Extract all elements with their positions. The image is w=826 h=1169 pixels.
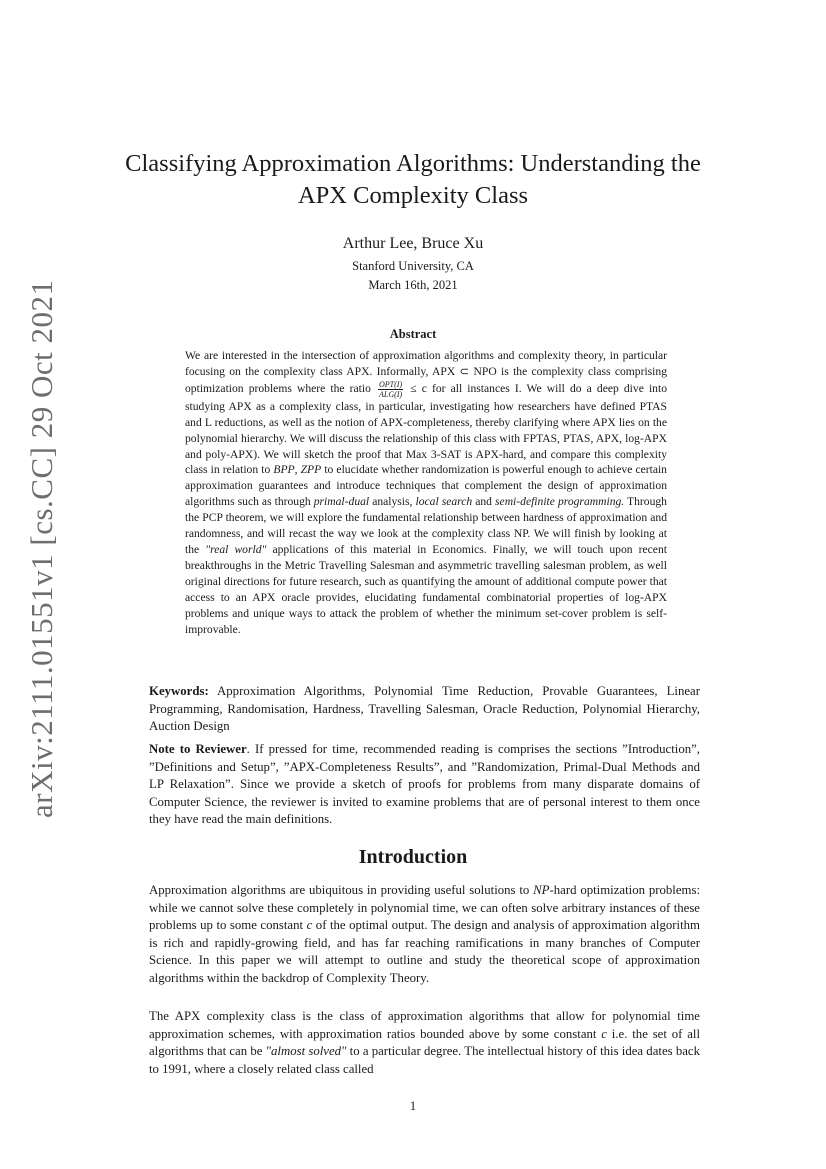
note-text: . If pressed for time, recommended reading is comprises the sections ”Introduction”, ”Definitions and Setup”, ”APX-Completeness Results”, and ”Randomization, Primal-Dual Methods and LP Relaxation”. Since we provide a sketch of proofs for problems from many disparate domains of Computer Science, the reviewer is invited to examine problems that are of personal interest to them once they have read the main definitions. xyxy=(149,742,700,826)
abstract-text: analysis, xyxy=(372,495,413,509)
almost-solved-term: "almost solved" xyxy=(265,1044,347,1058)
author-list: Arthur Lee, Bruce Xu xyxy=(342,235,484,252)
page-number: 1 xyxy=(409,1099,417,1113)
np-class: NP xyxy=(533,883,550,897)
ratio-numerator: OPT(I) xyxy=(379,379,403,389)
local-search-term: local search xyxy=(415,495,473,509)
keywords-block xyxy=(149,683,700,736)
abstract-text: to elucidate whether randomization is powerful enough to achieve certain approximation guarantees and introduce techniques that complement the design of approximation algorithms such as through xyxy=(185,463,667,509)
abstract-body xyxy=(185,348,667,637)
real-world-term: "real world" xyxy=(205,542,267,556)
paper-date: March 16th, 2021 xyxy=(368,278,458,292)
introduction-heading: Introduction xyxy=(358,846,468,868)
intro-text: of the optimal output. The design and analysis of approximation algorithm is rich and rapidly-growing field, and has far reaching ramifications in many branches of Computer Science. In this paper we will attempt to outline and study the theoretical scope of approximation algorithms within the backdrop of Complexity Theory. xyxy=(149,918,700,985)
affiliation: Stanford University, CA xyxy=(352,259,474,273)
note-to-reviewer xyxy=(149,741,700,829)
zpp-class: ZPP xyxy=(300,463,322,477)
primal-dual-term: primal-dual xyxy=(313,495,370,509)
intro-paragraph-2 xyxy=(149,1008,700,1078)
intro-paragraph-1 xyxy=(149,882,700,987)
keywords-text: Approximation Algorithms, Polynomial Time Reduction, Provable Guarantees, Linear Programming, Randomisation, Hardness, Travelling Salesman, Oracle Reduction, Polynomial Hierarchy, Auction Design xyxy=(149,684,700,733)
intro-text: i.e. the set of all algorithms that can be xyxy=(149,1026,701,1058)
ratio-denominator: ALG(I) xyxy=(379,389,403,399)
constant-c: c xyxy=(306,918,313,932)
intro-text: -hard optimization problems: while we cannot solve these completely in polynomial time, we can often solve arbitrary instances of these problems up to some constant xyxy=(149,883,701,932)
note-label: Note to Reviewer xyxy=(149,742,247,756)
intro-text: The APX complexity class is the class of approximation algorithms that allow for polynomial time approximation schemes, with approximation ratios bounded above by some constant xyxy=(149,1009,700,1041)
constant-c: c xyxy=(601,1026,607,1041)
abstract-text: ≤ c for all instances I. We will do a deep dive into studying APX as a complexity class, in particular, investigating how researchers have defined PTAS and L reductions, as well as the notion of APX-completeness, thereby clarifying where APX lies on the polynomial hierarchy. We will discuss the relationship of this class with FPTAS, PTAS, APX, log-APX and poly-APX). We will sketch the proof that Max 3-SAT is APX-hard, and compare this complexity class in relation to xyxy=(185,381,667,477)
arxiv-identifier-stamp: arXiv:2111.01551v1 [cs.CC] 29 Oct 2021 xyxy=(24,279,59,818)
ratio-fraction xyxy=(378,380,403,399)
abstract-heading: Abstract xyxy=(389,327,437,341)
paper-title: Classifying Approximation Algorithms: Understanding the APX Complexity Class xyxy=(125,150,701,209)
abstract-comma: , xyxy=(294,463,298,477)
intro-text: to a particular degree. The intellectual history of this idea dates back to 1991, where a closely related class called xyxy=(149,1044,700,1076)
abstract-text: and xyxy=(475,495,492,509)
intro-text: Approximation algorithms are ubiquitous in providing useful solutions to xyxy=(149,883,530,897)
bpp-class: BPP xyxy=(273,463,295,477)
abstract-text: applications of this material in Economics. Finally, we will touch upon recent breakthroughs in the Metric Travelling Salesman and asymmetric travelling salesman problem, as well original directions for future research, such as quantifying the amount of additional compute power that access to an APX oracle provides, elucidating fundamental combinatorial properties of log-APX problems and unique ways to attack the problem of whether the minimum set-cover problem is self-improvable. xyxy=(185,542,667,636)
sdp-term: semi-definite programming. xyxy=(495,495,625,509)
abstract-text: Through the PCP theorem, we will explore the fundamental relationship between hardness of approximation and randomness, and will recast the way we look at the complexity class NP. We will finish by looking at the xyxy=(185,495,667,556)
keywords-label: Keywords: xyxy=(149,684,209,698)
abstract-text: We are interested in the intersection of approximation algorithms and complexity theory, in particular focusing on the complexity class APX. Informally, APX ⊂ NPO is the complexity class comprising optimization problems where the ratio xyxy=(185,349,667,395)
